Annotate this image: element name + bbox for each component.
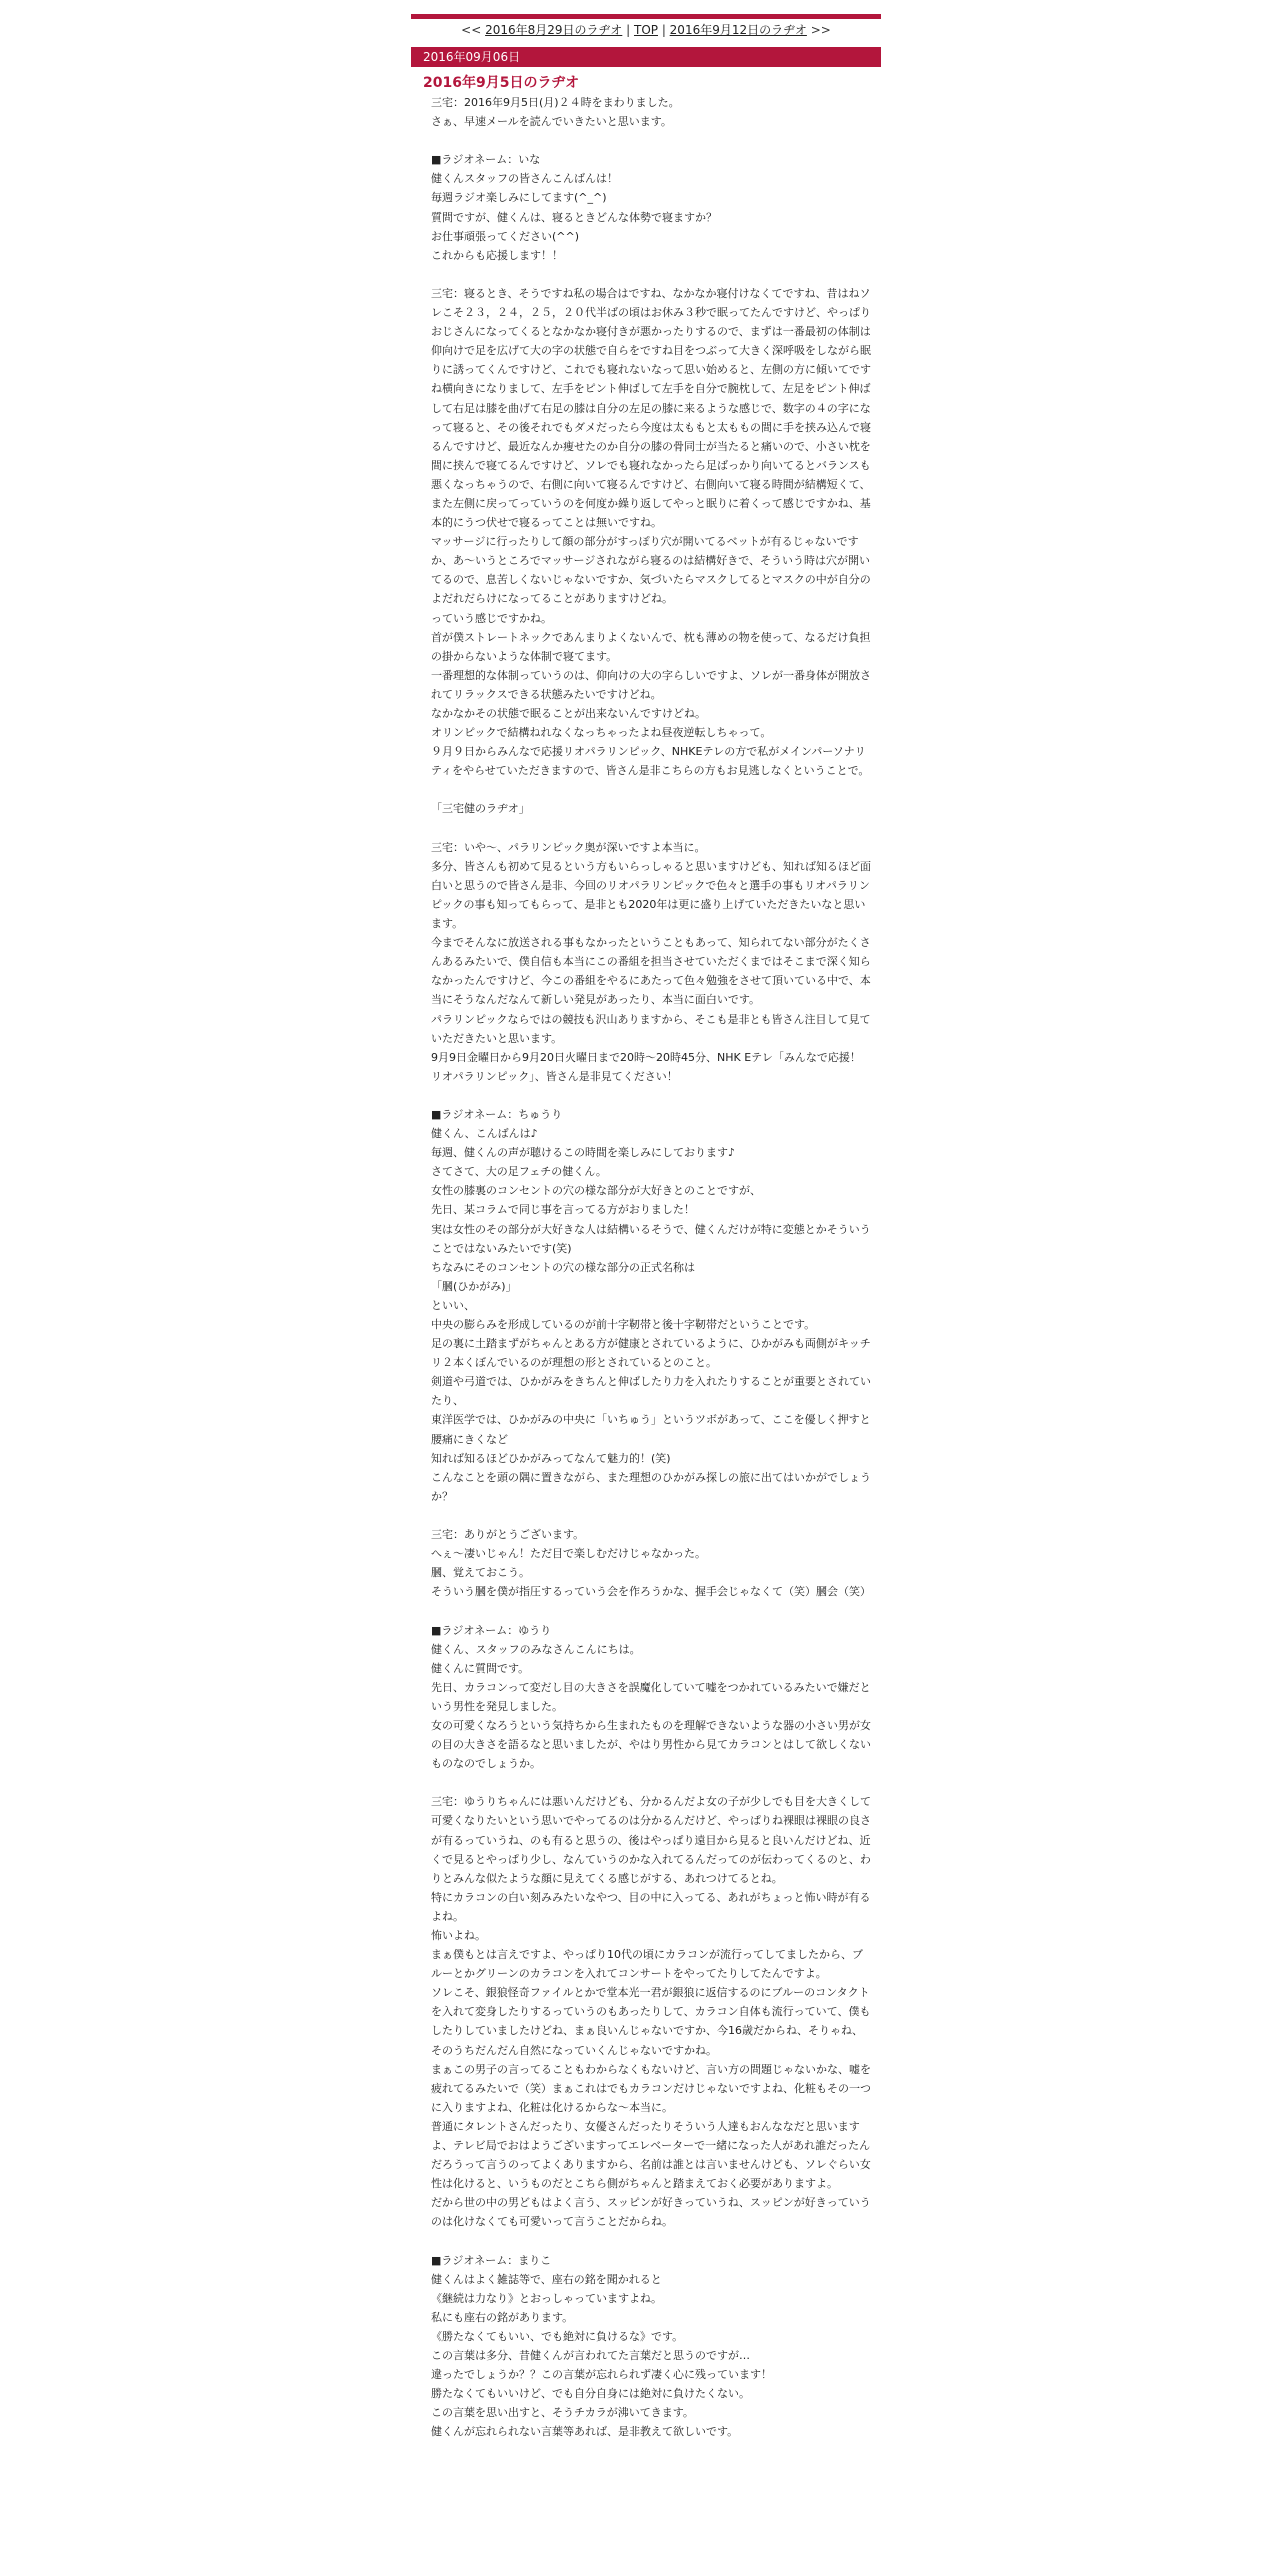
entry-title: 2016年9月5日のラヂオ xyxy=(423,75,580,91)
page-container xyxy=(411,14,881,2442)
nav-separator: | xyxy=(622,23,634,37)
nav-separator: | xyxy=(658,23,670,37)
entry-navigation xyxy=(411,19,881,41)
entry-body: 三宅：2016年9月5日(月)２４時をまわりました。 さぁ、早速メールを読んでいきたいと思います。 ■ラジオネーム：いな 健くんスタッフの皆さんこんばんは！ 毎週ラジオ楽しみにしてます(^_^) 質問ですが、健くんは、寝るときどんな体勢で寝ますか？ お仕事頑張ってください(^^) これからも応援します！！ 三宅：寝るとき、そうですね私の場合はですね、なかなか寝付けなくてですね、昔はねソレこそ２３，２４，２５，２０代半ばの頃はお休み３秒で眠ってたんですけど、やっぱりおじさんになってくるとなかなか寝付きが悪かったりするので、まずは一番最初の体制は仰向けで足を広げて大の字の状態で自らをですね目をつぶって大きく深呼吸をしながら眠りに誘ってくんですけど、これでも寝れないなって思い始めると、左側の方に傾いてですね横向きになりまして、左手をピント伸ばして左手を自分で腕枕して、左足をピント伸ばして右足は膝を曲げて右足の膝は自分の左足の膝に来るような感じで、数字の４の字になって寝ると、その後それでもダメだったら今度は太ももと太ももの間に手を挟み込んで寝るんですけど、最近なんか痩せたのか自分の膝の骨同士が当たると痛いので、小さい枕を間に挟んで寝てるんですけど、ソレでも寝れなかったら足ばっかり向いてるとバランスも悪くなっちゃうので、右側に向いて寝るんですけど、右側向いて寝る時間が結構短くて、また左側に戻ってっていうのを何度か繰り返してやっと眠りに着くって感じですかね、基本的にうつ伏せで寝るってことは無いですね。 マッサージに行ったりして顔の部分がすっぽり穴が開いてるベットが有るじゃないですか、あ～いうところでマッサージされながら寝るのは結構好きで、そういう時は穴が開いてるので、息苦しくないじゃないですか、気づいたらマスクしてるとマスクの中が自分のよだれだらけになってることがありますけどね。 っていう感じですかね。 首が僕ストレートネックであんまりよくないんで、枕も薄めの物を使って、なるだけ負担の掛からないような体制で寝てます。 一番理想的な体制っていうのは、仰向けの大の字らしいですよ、ソレが一番身体が開放されてリラックスできる状態みたいですけどね。 なかなかその状態で眠ることが出来ないんですけどね。 オリンピックで結構ねれなくなっちゃったよね昼夜逆転しちゃって。 ９月９日からみんなで応援リオパラリンピック、NHKEテレの方で私がメインパーソナリティをやらせていただきますので、皆さん是非こちらの方もお見逃しなくということで。 「三宅健のラヂオ」 三宅：いや～、パラリンピック奥が深いですよ本当に。 多分、皆さんも初めて見るという方もいらっしゃると思いますけども、知れば知るほど面白いと思うので皆さん是非、今回のリオパラリンピックで色々と選手の事もリオパラリンピックの事も知ってもらって、是非とも2020年は更に盛り上げていただきたいなと思います。 今までそんなに放送される事もなかったということもあって、知られてない部分がたくさんあるみたいで、僕自信も本当にこの番組を担当させていただくまではそこまで深く知らなかったんですけど、今この番組をやるにあたって色々勉強をさせて頂いている中で、本当にそうなんだなんて新しい発見があったり、本当に面白いです。 パラリンピックならではの競技も沢山ありますから、そこも是非とも皆さん注目して見ていただきたいと思います。 9月9日金曜日から9月20日火曜日まで20時～20時45分、NHK Eテレ「みんなで応援！リオパラリンピック」、皆さん是非見てください！ ■ラジオネーム：ちゅうり 健くん、こんばんは♪ 毎週、健くんの声が聴けるこの時間を楽しみにしております♪ さてさて、大の足フェチの健くん。 女性の膝裏のコンセントの穴の様な部分が大好きとのことですが、 先日、某コラムで同じ事を言ってる方がおりました！ 実は女性のその部分が大好きな人は結構いるそうで、健くんだけが特に変態とかそういうことではないみたいです(笑) ちなみにそのコンセントの穴の様な部分の正式名称は 「膕(ひかがみ)」 といい、 中央の膨らみを形成しているのが前十字靭帯と後十字靭帯だということです。 足の裏に土踏まずがちゃんとある方が健康とされているように、ひかがみも両側がキッチリ２本くぼんでいるのが理想の形とされているとのこと。 剣道や弓道では、ひかがみをきちんと伸ばしたり力を入れたりすることが重要とされていたり、 東洋医学では、ひかがみの中央に「いちゅう」というツボがあって、ここを優しく押すと腰痛にきくなど 知れば知るほどひかがみってなんて魅力的！(笑) こんなことを頭の隅に置きながら、また理想のひかがみ探しの旅に出てはいかがでしょうか？ 三宅：ありがとうございます。 へぇ～凄いじゃん！ただ目で楽しむだけじゃなかった。 膕、覚えておこう。 そういう膕を僕が指圧するっていう会を作ろうかな、握手会じゃなくて（笑）膕会（笑） ■ラジオネーム：ゆうり 健くん、スタッフのみなさんこんにちは。 健くんに質問です。 先日、カラコンって変だし目の大きさを誤魔化していて嘘をつかれているみたいで嫌だという男性を発見しました。 女の可愛くなろうという気持ちから生まれたものを理解できないような器の小さい男が女の目の大きさを語るなと思いましたが、やはり男性から見てカラコンとはして欲しくないものなのでしょうか。 三宅：ゆうりちゃんには悪いんだけども、分かるんだよ女の子が少しでも目を大きくして可愛くなりたいという思いでやってるのは分かるんだけど、やっぱりね裸眼は裸眼の良さが有るっていうね、のも有ると思うの、後はやっぱり遠目から見ると良いんだけどね、近くで見るとやっぱり少し、なんていうのかな入れてるんだってのが伝わってくるのと、わりとみんな似たような顔に見えてくる感じがする、あれつけてるとね。 特にカラコンの白い刻みみたいなやつ、目の中に入ってる、あれがちょっと怖い時が有るよね。 怖いよね。 まぁ僕もとは言えですよ、やっぱり10代の頃にカラコンが流行ってしてましたから、ブルーとかグリーンのカラコンを入れてコンサートをやってたりしてたんですよ。 ソレこそ、銀狼怪奇ファイルとかで堂本光一君が銀狼に返信するのにブルーのコンタクトを入れて変身したりするっていうのもあったりして、カラコン自体も流行っていて、僕もしたりしていましたけどね、まぁ良いんじゃないですか、今16歳だからね、そりゃね、そのうちだんだん自然になっていくんじゃないですかね。 まぁこの男子の言ってることもわからなくもないけど、言い方の問題じゃないかな、嘘を疲れてるみたいで（笑）まぁこれはでもカラコンだけじゃないですよね、化粧もその一つに入りますよね、化粧は化けるからな～本当に。 普通にタレントさんだったり、女優さんだったりそういう人達もおんななだと思いますよ、テレビ局でおはようございますってエレベーターで一緒になった人があれ誰だったんだろうって言うのってよくありますから、名前は誰とは言いませんけども、ソレぐらい女性は化けると、いうものだとこちら側がちゃんと踏まえておく必要がありますよ。 だから世の中の男どもはよく言う、スッピンが好きっていうね、スッピンが好きっていうのは化けなくても可愛いって言うことだからね。 ■ラジオネーム：まりこ 健くんはよく雑誌等で、座右の銘を聞かれると 《継続は力なり》とおっしゃっていますよね。 私にも座右の銘があります。 《勝たなくてもいい、でも絶対に負けるな》です。 この言葉は多分、昔健くんが言われてた言葉だと思うのですが… 違ったでしょうか？？この言葉が忘れられず凄く心に残っています！ 勝たなくてもいいけど、でも自分自身には絶対に負けたくない。 この言葉を思い出すと、そうチカラが沸いてきます。 健くんが忘れられない言葉等あれば、是非教えて欲しいです。 xyxy=(431,96,871,2439)
entry-date: 2016年09月06日 xyxy=(423,50,521,64)
nav-prefix: << xyxy=(461,23,486,37)
next-entry-link[interactable]: 2016年9月12日のラヂオ xyxy=(669,23,807,37)
top-link[interactable]: TOP xyxy=(633,23,658,37)
nav-suffix: >> xyxy=(806,23,831,37)
entry-date-bar xyxy=(411,47,881,67)
prev-entry-link[interactable]: 2016年8月29日のラヂオ xyxy=(485,23,623,37)
